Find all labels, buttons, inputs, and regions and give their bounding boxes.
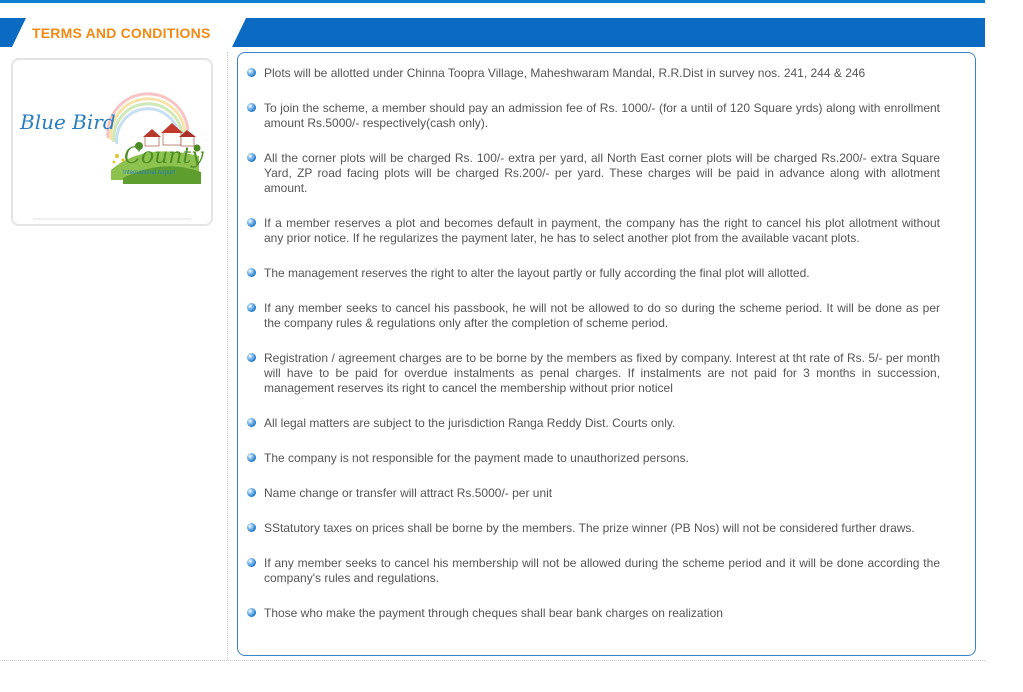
logo-tagline: International Airport — [123, 170, 176, 176]
term-text: If any member seeks to cancel his passbook, he will not be allowed to do so during the scheme period. It will be done as per the company rules & regulations only after the completion of scheme period. — [264, 301, 940, 330]
term-text: If any member seeks to cancel his membership will not be allowed during the scheme period and it will be done according the company's rules and regulations. — [264, 556, 940, 585]
term-text: Those who make the payment through cheques shall bear bank charges on realization — [264, 606, 723, 620]
logo-graphic — [13, 60, 211, 224]
bullet-icon — [247, 608, 256, 617]
top-accent-line — [0, 0, 985, 3]
bullet-icon — [247, 523, 256, 532]
bullet-icon — [247, 268, 256, 277]
term-text: Plots will be allotted under Chinna Toopra Village, Maheshwaram Mandal, R.R.Dist in survey nos. 241, 244 & 246 — [264, 66, 866, 80]
bullet-icon — [247, 488, 256, 497]
bullet-icon — [247, 103, 256, 112]
term-text: SStatutory taxes on prices shall be borne by the members. The prize winner (PB Nos) will not be considered further draws. — [264, 521, 915, 535]
bullet-icon — [247, 218, 256, 227]
bullet-icon — [247, 558, 256, 567]
logo-text-blue-bird: Blue Bird — [20, 110, 116, 134]
bullet-icon — [247, 418, 256, 427]
page-title: TERMS AND CONDITIONS — [32, 25, 211, 41]
logo-box — [11, 58, 213, 226]
column-divider — [227, 52, 228, 660]
term-text: If a member reserves a plot and becomes default in payment, the company has the right to cancel his plot allotment without any prior notice. If he regularizes the payment later, he has to select another plot from the available vacant plots. — [264, 216, 940, 245]
term-text: All the corner plots will be charged Rs. 100/- extra per yard, all North East corner plots will be charged Rs.200/- extra Square Yard, ZP road facing plots will be charged Rs.200/- per yard. These charges will be paid in advance along with allotment amount. — [264, 151, 940, 195]
term-text: Registration / agreement charges are to be borne by the members as fixed by company. Interest at tht rate of Rs. 5/- per month will have to be paid for overdue instalments as penal charges. If instalments are not paid for 3 months in succession, management reserves its right to cancel the membership without prior noticel — [264, 351, 940, 395]
term-text: The management reserves the right to alter the layout partly or fully according the final plot will allotted. — [264, 266, 810, 280]
logo-text-county: County — [124, 144, 204, 169]
bullet-icon — [247, 68, 256, 77]
bullet-icon — [247, 353, 256, 362]
term-text: All legal matters are subject to the jurisdiction Ranga Reddy Dist. Courts only. — [264, 416, 676, 430]
term-text: The company is not responsible for the payment made to unauthorized persons. — [264, 451, 689, 465]
terms-panel — [237, 52, 976, 656]
bullet-icon — [247, 303, 256, 312]
bullet-icon — [247, 453, 256, 462]
term-text: To join the scheme, a member should pay an admission fee of Rs. 1000/- (for a until of 120 Square yrds) along with enrollment amount Rs.5000/- respectively(cash only). — [264, 101, 940, 130]
bottom-divider — [0, 660, 985, 661]
bullet-icon — [247, 153, 256, 162]
term-text: Name change or transfer will attract Rs.5000/- per unit — [264, 486, 553, 500]
